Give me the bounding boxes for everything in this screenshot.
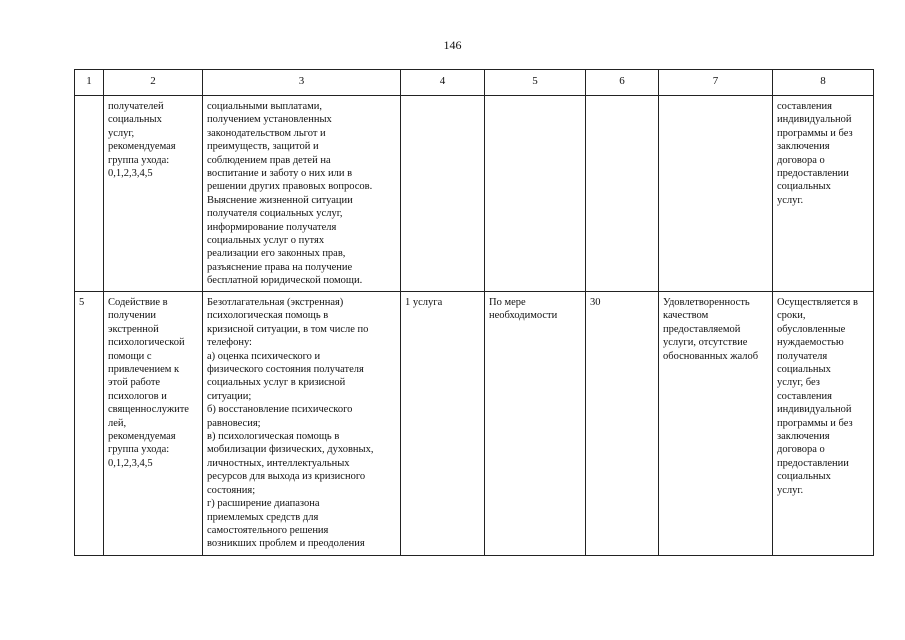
- volume-cell: 1 услуга: [401, 292, 485, 556]
- column-header: 6: [586, 70, 659, 96]
- volume-cell: [401, 96, 485, 292]
- quality-indicator-cell: Удовлетворенность качеством предоставляемой услуги, отсутствие обоснованных жалоб: [659, 292, 773, 556]
- column-header: 3: [203, 70, 401, 96]
- table-header-row: [75, 70, 874, 96]
- service-description-cell: Безотлагательная (экстренная) психологическая помощь в кризисной ситуации, в том числе по телефону: а) оценка психического и физического состояния получателя социальных услуг в кризисной ситуации; б) восстановление психического равновесия; в) психологическая помощь в мобилизации физических, духовных, личностных, интеллектуальных ресурсов для выхода из кризисного состояния; г) расширение диапазона приемлемых средств для самостоятельного решения возникших проблем и преодоления: [203, 292, 401, 556]
- table-row: [75, 292, 874, 556]
- column-header: 8: [773, 70, 874, 96]
- conditions-cell: составления индивидуальной программы и без заключения договора о предоставлении социальных услуг.: [773, 96, 874, 292]
- row-number-cell: [75, 96, 104, 292]
- column-header: 1: [75, 70, 104, 96]
- row-number-cell: 5: [75, 292, 104, 556]
- services-table: [74, 69, 874, 556]
- column-header: 7: [659, 70, 773, 96]
- column-header: 5: [485, 70, 586, 96]
- quality-indicator-cell: [659, 96, 773, 292]
- timing-cell: [485, 96, 586, 292]
- timing-cell: По мере необходимости: [485, 292, 586, 556]
- service-description-cell: социальными выплатами, получением установленных законодательством льгот и преимуществ, защитой и соблюдением прав детей на воспитание и заботу о них или в решении других правовых вопросов. Выяснение жизненной ситуации получателя социальных услуг, информирование получателя социальных услуг о путях реализации его законных прав, разъяснение права на получение бесплатной юридической помощи.: [203, 96, 401, 292]
- table-row: [75, 96, 874, 292]
- tariff-cell: [586, 96, 659, 292]
- tariff-cell: 30: [586, 292, 659, 556]
- page-number: 146: [443, 38, 462, 52]
- column-header: 2: [104, 70, 203, 96]
- column-header: 4: [401, 70, 485, 96]
- conditions-cell: Осуществляется в сроки, обусловленные нуждаемостью получателя социальных услуг, без составления индивидуальной программы и без заключения договора о предоставлении социальных услуг.: [773, 292, 874, 556]
- service-name-cell: получателей социальных услуг, рекомендуемая группа ухода: 0,1,2,3,4,5: [104, 96, 203, 292]
- service-name-cell: Содействие в получении экстренной психологической помощи с привлечением к этой работе психологов и священнослужите лей, рекомендуемая группа ухода: 0,1,2,3,4,5: [104, 292, 203, 556]
